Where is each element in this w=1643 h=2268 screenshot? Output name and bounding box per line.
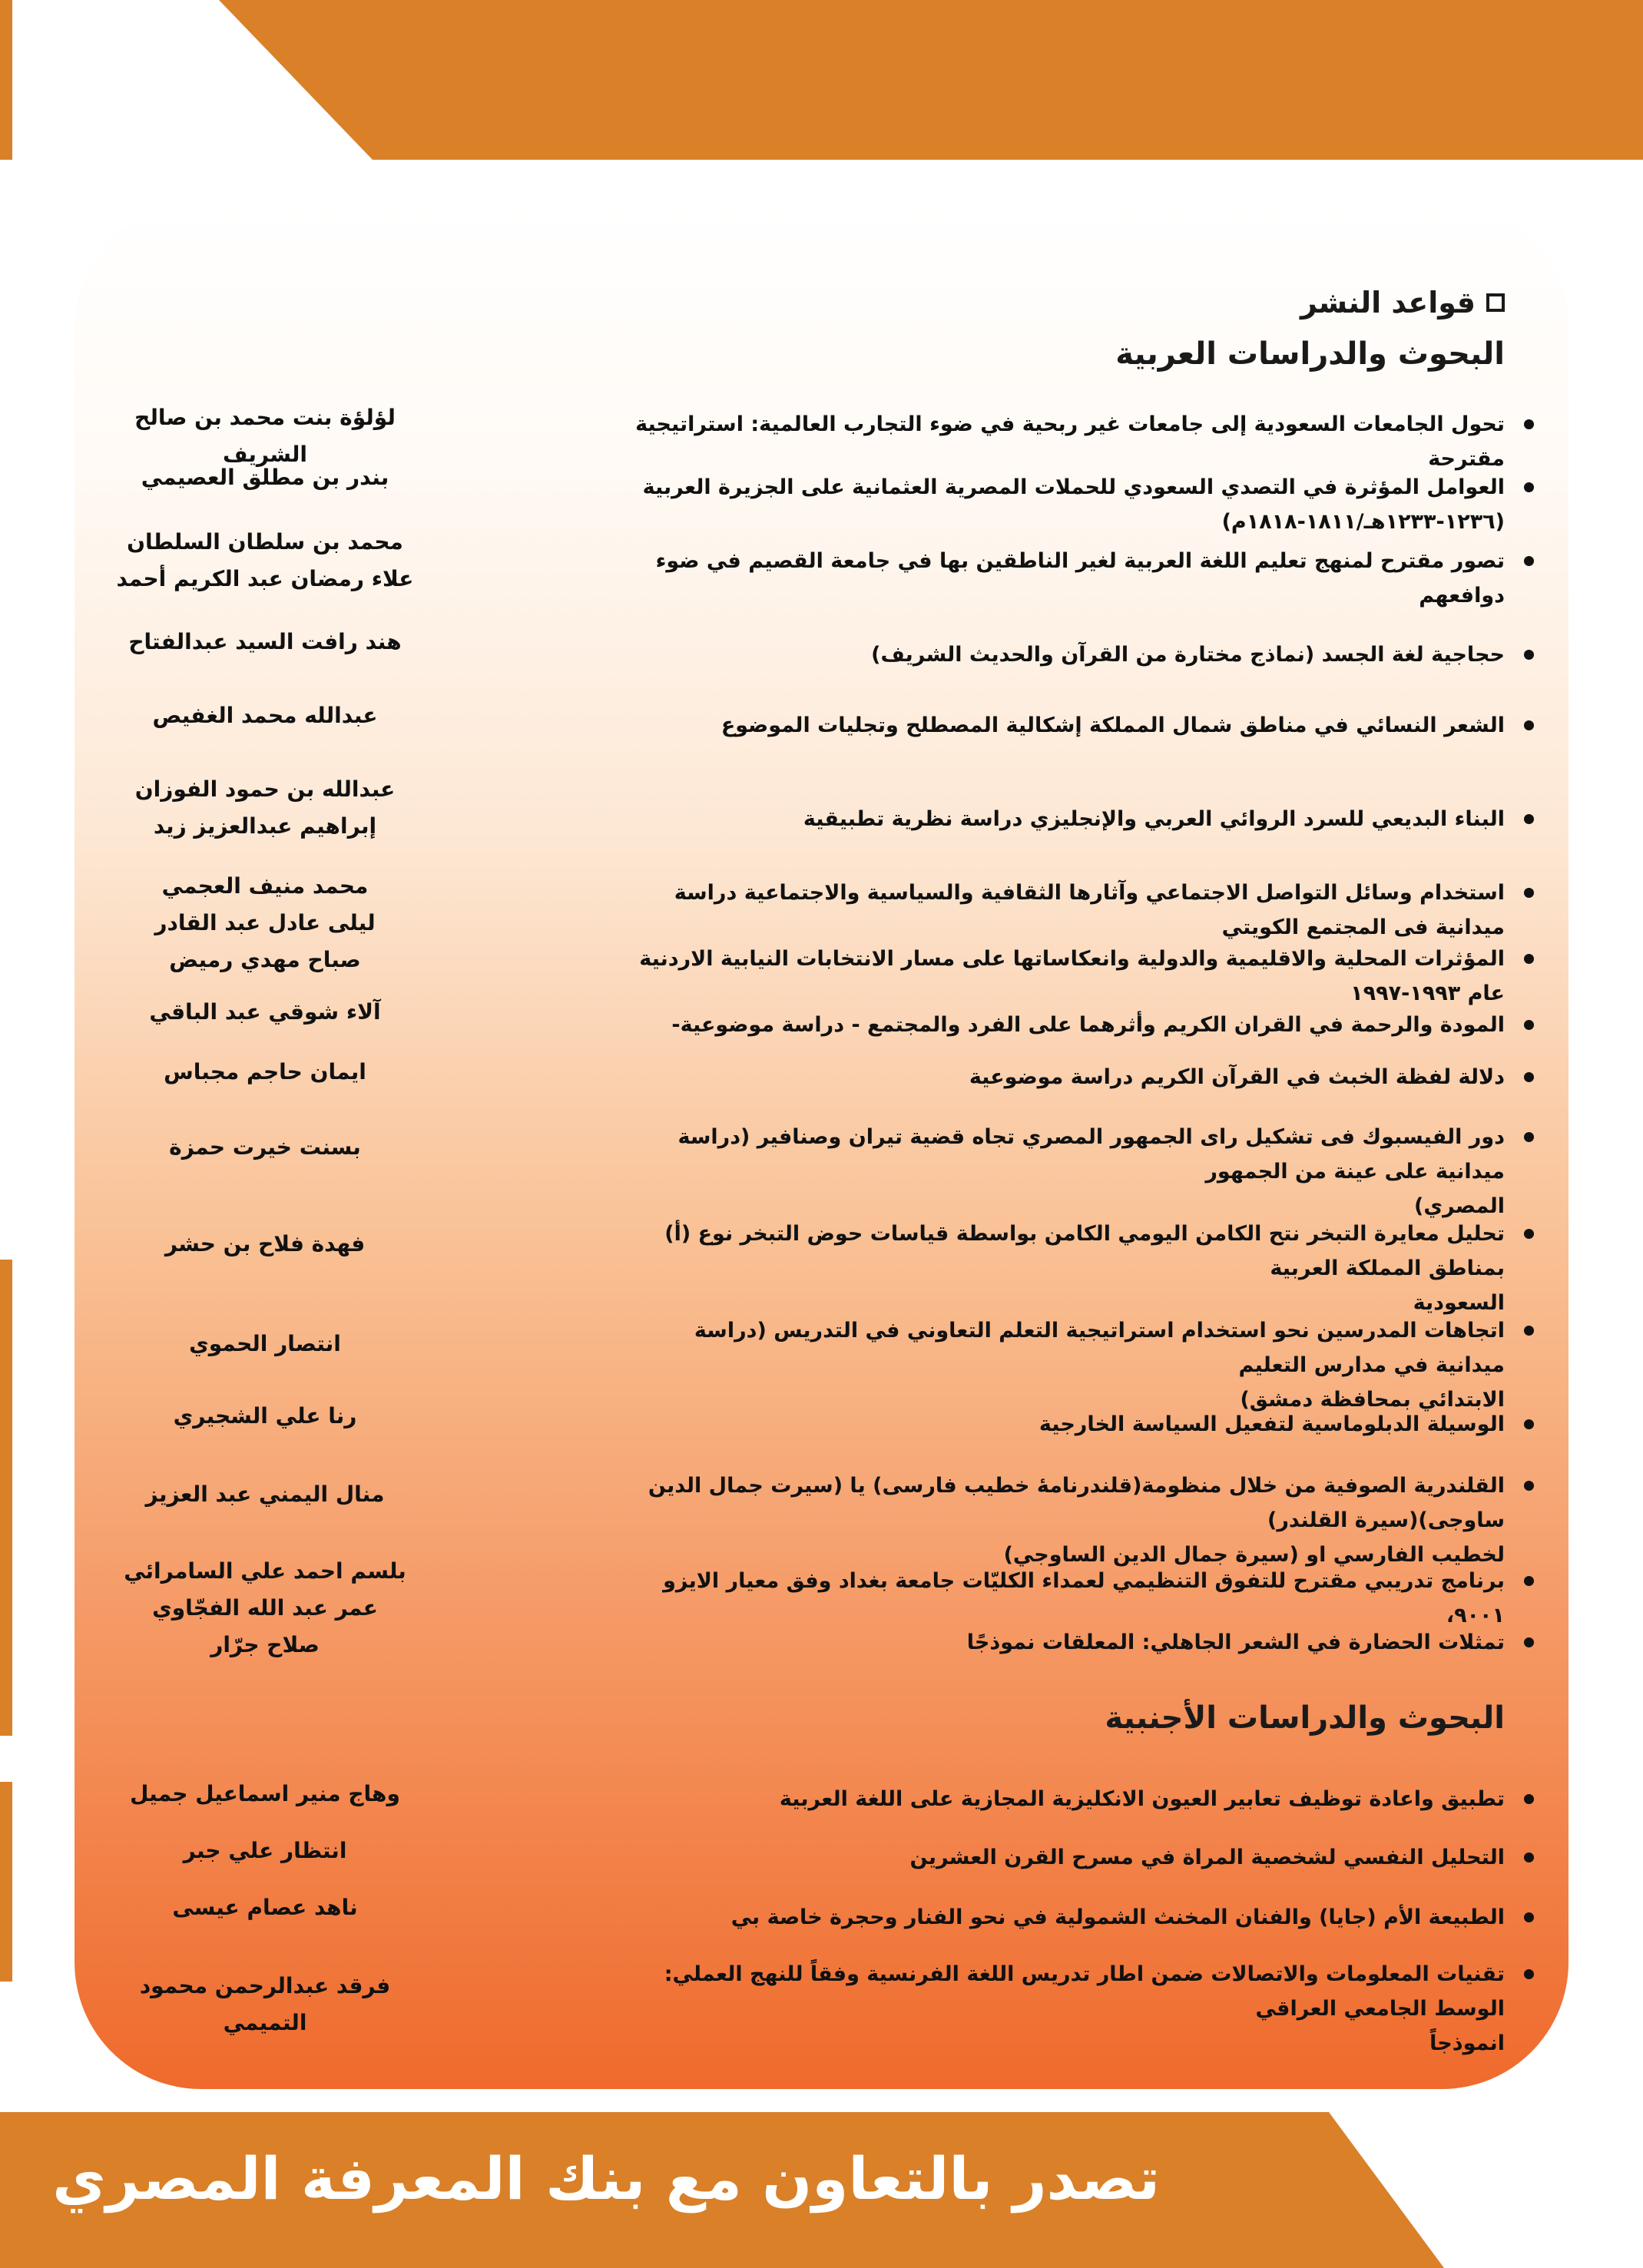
bullet-icon <box>1524 888 1534 898</box>
arabic-item <box>621 708 1505 743</box>
author-entry <box>115 459 415 496</box>
arabic-studies-heading: البحوث والدراسات العربية <box>1115 336 1505 372</box>
bullet-icon <box>1524 650 1534 660</box>
bullet-icon <box>1524 1229 1534 1239</box>
bullet-icon <box>1524 1481 1534 1491</box>
author-entry <box>115 771 415 845</box>
author-entry <box>115 1129 415 1166</box>
author-name: عمر عبد الله الفجّاوي <box>152 1595 378 1621</box>
arabic-item-line: اتجاهات المدرسين نحو استخدام استراتيجية التعلم التعاوني في التدريس (دراسة ميدانية في مدارس التعليم <box>694 1319 1505 1377</box>
foreign-item <box>621 1957 1505 2061</box>
arabic-item <box>621 1060 1505 1094</box>
arabic-item <box>621 407 1505 476</box>
author-name: ناهد عصام عيسى <box>172 1895 358 1920</box>
author-name: وهاج منير اسماعيل جميل <box>130 1781 400 1806</box>
author-entry <box>115 1553 415 1664</box>
bullet-icon <box>1524 1072 1534 1082</box>
bullet-icon <box>1524 556 1534 566</box>
author-entry <box>115 1968 415 2041</box>
foreign-item <box>621 1900 1505 1935</box>
author-name: محمد بن سلطان السلطان <box>127 529 403 555</box>
bullet-icon <box>1524 1576 1534 1586</box>
arabic-item <box>621 1625 1505 1660</box>
author-entry <box>115 1226 415 1263</box>
bullet-icon <box>1524 1852 1534 1862</box>
author-name: عبدالله بن حمود الفوزان <box>134 776 396 802</box>
author-name: فرقد عبدالرحمن محمود التميمي <box>139 1973 391 2035</box>
foreign-item-line: انموذجاً <box>1429 2031 1505 2055</box>
author-entry <box>115 1054 415 1091</box>
bullet-icon <box>1524 720 1534 730</box>
author-name: انتظار علي جبر <box>183 1838 347 1863</box>
author-name: آلاء شوقي عبد الباقي <box>149 999 381 1025</box>
bullet-icon <box>1524 1132 1534 1142</box>
author-entry <box>115 1326 415 1362</box>
arabic-item <box>621 1217 1505 1320</box>
author-entry <box>115 1398 415 1435</box>
arabic-item-line: العوامل المؤثرة في التصدي السعودي للحملات المصرية العثمانية على الجزيرة العربية (١٢٣٦-١٢٣٣هـ/١٨١١-١٨١٨م) <box>642 475 1505 534</box>
arabic-item-line: برنامج تدريبي مقترح للتفوق التنظيمي لعمداء الكليّات جامعة بغداد وفق معيار الايزو ٩٠٠١، <box>663 1569 1505 1627</box>
author-entry <box>115 868 415 978</box>
arabic-item <box>621 1120 1505 1223</box>
left-edge-stripe <box>0 1782 12 1982</box>
arabic-item <box>621 802 1505 836</box>
left-edge-stripe <box>0 0 12 160</box>
arabic-item-line: استخدام وسائل التواصل الاجتماعي وآثارها الثقافية والسياسية والاجتماعية دراسة ميدانية فى المجتمع الكويتي <box>674 881 1505 939</box>
arabic-item-line: حجاجية لغة الجسد (نماذج مختارة من القرآن والحديث الشريف) <box>871 643 1505 667</box>
author-name: ايمان حاجم مجباس <box>164 1059 366 1084</box>
arabic-item-line: المودة والرحمة في القران الكريم وأثرهما على الفرد والمجتمع - دراسة موضوعية- <box>671 1013 1505 1037</box>
arabic-item <box>621 1407 1505 1442</box>
bullet-icon <box>1524 1419 1534 1429</box>
author-entry <box>115 1776 415 1813</box>
arabic-item <box>621 942 1505 1011</box>
arabic-item <box>621 1008 1505 1042</box>
arabic-item-line: المؤثرات المحلية والاقليمية والدولية وانعكاساتها على مسار الانتخابات النيابية الاردنية عام ١٩٩٣-١٩٩٧ <box>639 947 1505 1005</box>
arabic-item <box>621 637 1505 672</box>
author-name: محمد منيف العجمي <box>161 873 369 899</box>
bullet-icon <box>1524 1326 1534 1336</box>
author-name: بسنت خيرت حمزة <box>169 1134 361 1160</box>
author-entry <box>115 697 415 734</box>
foreign-studies-heading: البحوث والدراسات الأجنبية <box>1105 1700 1505 1736</box>
bullet-icon <box>1524 1794 1534 1804</box>
checkbox-icon <box>1486 293 1505 312</box>
author-entry <box>115 1476 415 1513</box>
arabic-item <box>621 470 1505 539</box>
foreign-item-line: تقنيات المعلومات والاتصالات ضمن اطار تدريس اللغة الفرنسية وفقاً للنهج العملي: الوسط الجامعي العراقي <box>664 1962 1505 2021</box>
bullet-icon <box>1524 1637 1534 1647</box>
author-name: إبراهيم عبدالعزيز زيد <box>153 813 377 839</box>
author-entry <box>115 1833 415 1869</box>
author-entry <box>115 994 415 1031</box>
author-name: صلاح جرّار <box>210 1632 320 1657</box>
arabic-item <box>621 876 1505 945</box>
arabic-item-line: الوسيلة الدبلوماسية لتفعيل السياسة الخارجية <box>1038 1412 1505 1436</box>
author-name: علاء رمضان عبد الكريم أحمد <box>116 566 414 591</box>
arabic-item-line: تحول الجامعات السعودية إلى جامعات غير ربحية في ضوء التجارب العالمية: استراتيجية مقترحة <box>635 412 1505 471</box>
publishing-rules-title <box>1300 286 1505 320</box>
foreign-item <box>621 1840 1505 1875</box>
author-name: لؤلؤة بنت محمد بن صالح الشريف <box>134 405 396 467</box>
author-name: هند رافت السيد عبدالفتاح <box>128 629 402 654</box>
footer-cooperation-text: تصدر بالتعاون مع بنك المعرفة المصري <box>52 2144 1160 2213</box>
arabic-item-line: لخطيب الفارسي او (سيرة جمال الدين الساوجي) <box>1003 1543 1505 1567</box>
arabic-item-line: القلندرية الصوفية من خلال منظومة(قلندرنامۀ خطيب فارسى) يا (سيرت جمال الدين ساوجى)(سيرة القلندر) <box>648 1474 1505 1532</box>
author-name: ليلى عادل عبد القادر <box>154 910 376 935</box>
arabic-item-line: السعودية <box>1413 1291 1505 1315</box>
arabic-item-line: الابتدائي بمحافظة دمشق) <box>1240 1388 1505 1412</box>
arabic-item <box>621 544 1505 613</box>
arabic-item-line: الشعر النسائي في مناطق شمال المملكة إشكالية المصطلح وتجليات الموضوع <box>720 714 1505 737</box>
author-name: صباح مهدي رميض <box>169 947 361 972</box>
author-name: انتصار الحموي <box>189 1331 341 1356</box>
bullet-icon <box>1524 814 1534 824</box>
arabic-item-line: تمثلات الحضارة في الشعر الجاهلي: المعلقات نموذجًا <box>966 1631 1505 1654</box>
arabic-item-line: دلالة لفظة الخبث في القرآن الكريم دراسة موضوعية <box>969 1065 1505 1089</box>
arabic-item-line: تصور مقترح لمنهج تعليم اللغة العربية لغير الناطقين بها في جامعة القصيم في ضوء دوافعهم <box>655 549 1505 608</box>
arabic-item-line: دور الفيسبوك فى تشكيل راى الجمهور المصري تجاه قضية تيران وصنافير (دراسة ميدانية على عينة من الجمهور <box>677 1125 1505 1184</box>
bullet-icon <box>1524 1969 1534 1979</box>
author-entry <box>115 1889 415 1926</box>
arabic-item-line: المصري) <box>1414 1194 1505 1218</box>
top-decorative-band <box>0 0 1643 160</box>
arabic-item <box>621 1564 1505 1633</box>
publishing-rules-label: قواعد النشر <box>1300 286 1476 320</box>
bullet-icon <box>1524 419 1534 429</box>
foreign-item <box>621 1782 1505 1816</box>
bullet-icon <box>1524 482 1534 492</box>
author-name: فهدة فلاح بن حشر <box>164 1231 366 1257</box>
foreign-item-line: تطبيق واعادة توظيف تعابير العيون الانكليزية المجازية على اللغة العربية <box>779 1787 1505 1811</box>
bullet-icon <box>1524 954 1534 964</box>
arabic-item-line: البناء البديعي للسرد الروائي العربي والإنجليزي دراسة نظرية تطبيقية <box>803 807 1505 831</box>
author-name: رنا علي الشجيري <box>173 1403 357 1429</box>
foreign-item-line: الطبيعة الأم (جايا) والفنان المخنث الشمولية في نحو الفنار وحجرة خاصة بي <box>730 1905 1505 1929</box>
arabic-item <box>621 1313 1505 1417</box>
bullet-icon <box>1524 1020 1534 1030</box>
author-name: بلسم احمد علي السامرائي <box>124 1558 406 1584</box>
author-name: منال اليمني عبد العزيز <box>145 1482 385 1507</box>
bullet-icon <box>1524 1912 1534 1922</box>
author-name: عبدالله محمد الغفيص <box>152 703 378 728</box>
arabic-item <box>621 1468 1505 1572</box>
foreign-item-line: التحليل النفسي لشخصية المراة في مسرح القرن العشرين <box>909 1846 1505 1869</box>
author-name: بندر بن مطلق العصيمي <box>141 465 389 490</box>
author-entry <box>115 524 415 598</box>
arabic-item-line: تحليل معايرة التبخر نتح الكامن اليومي الكامن بواسطة قياسات حوض التبخر نوع (أ) بمناطق المملكة العربية <box>664 1222 1505 1280</box>
author-entry <box>115 624 415 661</box>
left-edge-stripe <box>0 1260 12 1736</box>
